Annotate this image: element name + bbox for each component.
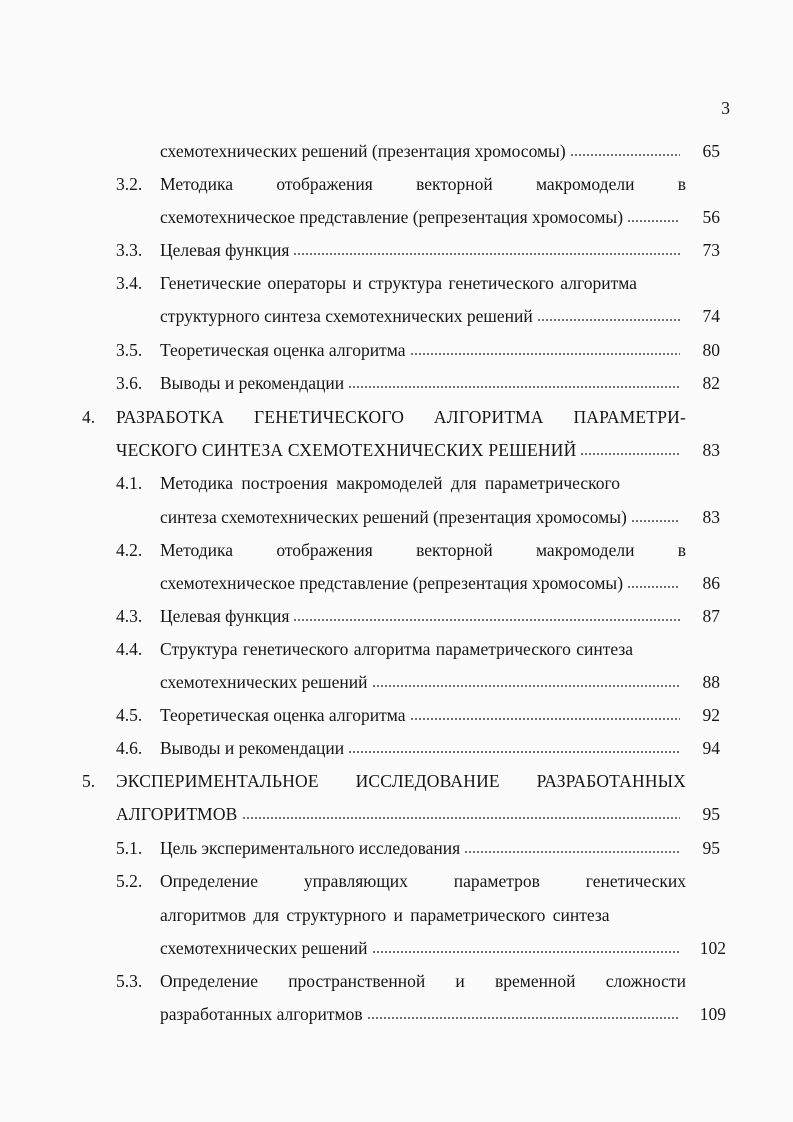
word: РАЗРАБОТАННЫХ: [536, 771, 686, 791]
toc-entry-text: Выводы и рекомендации: [160, 738, 345, 758]
toc-page-number: 88: [702, 672, 720, 692]
toc-entry-4-1-line1[interactable]: [160, 470, 686, 496]
toc-entry-5-2-line2[interactable]: [160, 902, 686, 928]
toc-entry-4-5[interactable]: [160, 702, 686, 728]
toc-entry-3-6[interactable]: [160, 370, 686, 396]
page-number: 3: [721, 98, 730, 118]
toc-entry-4-4-line1[interactable]: [160, 636, 686, 662]
toc-page-number: 73: [702, 240, 720, 260]
toc-page-number: 86: [702, 573, 720, 593]
toc-entry-text: схемотехническое представление (репрезентация хромосомы): [160, 573, 624, 593]
toc-entry-5-2-line3[interactable]: [160, 935, 686, 961]
toc-entry-text: АЛГОРИТМОВ: [116, 804, 238, 824]
word: Методика: [160, 540, 234, 560]
toc-entry-text: схемотехнических решений: [160, 672, 368, 692]
toc-page-number: 56: [702, 207, 720, 227]
toc-entry-text: синтеза схемотехнических решений (презентация хромосомы): [160, 507, 627, 527]
leader-dots: [410, 340, 680, 356]
word: сложности: [605, 971, 686, 991]
leader-dots: [372, 672, 681, 688]
toc-page-number: 83: [702, 440, 720, 460]
toc-entry-4-3[interactable]: [160, 603, 686, 629]
toc-entry-number: 3.3.: [116, 240, 143, 260]
toc-entry-text: схемотехнических решений (презентация хромосомы): [160, 141, 566, 161]
leader-dots: [570, 141, 680, 157]
leader-dots: [348, 738, 680, 754]
leader-dots: [631, 507, 680, 523]
leader-dots: [627, 207, 680, 223]
word: макромодели: [535, 540, 635, 560]
leader-dots: [242, 804, 680, 820]
leader-dots: [464, 838, 680, 854]
toc-entry-text: разработанных алгоритмов: [160, 1004, 363, 1024]
word: векторной: [416, 540, 493, 560]
leader-dots: [580, 440, 680, 456]
toc-entry-3-3[interactable]: [160, 237, 686, 263]
toc-entry-number: 4.6.: [116, 738, 143, 758]
toc-entry-text: ЧЕСКОГО СИНТЕЗА СХЕМОТЕХНИЧЕСКИХ РЕШЕНИЙ: [116, 440, 577, 460]
word: генетических: [585, 871, 686, 891]
leader-dots: [627, 573, 680, 589]
toc-page-number: 95: [702, 804, 720, 824]
toc-chapter-number: 5.: [82, 771, 96, 791]
toc-entry-number: 3.4.: [116, 273, 143, 293]
toc-entry-text: структурного синтеза схемотехнических решений: [160, 306, 533, 326]
toc-entry-5-2-line1[interactable]: [160, 868, 686, 894]
word: и: [455, 971, 465, 991]
toc-entry-number: 4.5.: [116, 705, 143, 725]
word: ГЕНЕТИЧЕСКОГО: [254, 407, 405, 427]
toc-chapter-5-line1[interactable]: [116, 768, 686, 794]
toc-entry-text: схемотехнических решений: [160, 938, 368, 958]
toc-entry-3-1-continuation[interactable]: [160, 138, 686, 164]
word: ИССЛЕДОВАНИЕ: [355, 771, 500, 791]
toc-entry-text: схемотехническое представление (репрезентация хромосомы): [160, 207, 624, 227]
toc-entry-text: Выводы и рекомендации: [160, 373, 345, 393]
toc-entry-text: Теоретическая оценка алгоритма: [160, 705, 406, 725]
toc-page-number: 74: [702, 306, 720, 326]
toc-page-number: 65: [702, 141, 720, 161]
word: макромодели: [535, 174, 635, 194]
word: векторной: [416, 174, 493, 194]
word: Методика: [160, 174, 234, 194]
toc-page-number: 95: [702, 838, 720, 858]
toc-entry-5-3-line1[interactable]: [160, 968, 686, 994]
toc-entry-number: 3.6.: [116, 373, 143, 393]
toc-entry-4-1-line2[interactable]: [160, 504, 686, 530]
toc-entry-text: Генетические операторы и структура генетического алгоритма: [160, 273, 637, 293]
word: Определение: [160, 971, 258, 991]
toc-entry-number: 4.1.: [116, 473, 143, 493]
toc-page-number: 83: [702, 507, 720, 527]
toc-entry-number: 4.2.: [116, 540, 143, 560]
leader-dots: [348, 373, 680, 389]
leader-dots: [537, 306, 680, 322]
toc-page-number: 94: [702, 738, 720, 758]
word: в: [677, 174, 686, 194]
toc-entry-number: 3.5.: [116, 340, 143, 360]
word: АЛГОРИТМА: [433, 407, 544, 427]
word: параметров: [453, 871, 540, 891]
toc-entry-text: Целевая функция: [160, 240, 290, 260]
toc-entry-3-2-line1[interactable]: [160, 171, 686, 197]
word: ПАРАМЕТРИ-: [573, 407, 686, 427]
word: временной: [495, 971, 576, 991]
toc-entry-3-2-line2[interactable]: [160, 204, 686, 230]
toc-entry-3-5[interactable]: [160, 337, 686, 363]
word: РАЗРАБОТКА: [116, 407, 225, 427]
toc-entry-4-4-line2[interactable]: [160, 669, 686, 695]
leader-dots: [293, 606, 680, 622]
toc-entry-number: 5.3.: [116, 971, 143, 991]
toc-entry-4-2-line2[interactable]: [160, 570, 686, 596]
toc-page-number: 92: [702, 705, 720, 725]
toc-entry-text: алгоритмов для структурного и параметрического синтеза: [160, 905, 610, 925]
leader-dots: [410, 705, 680, 721]
word: Определение: [160, 871, 258, 891]
toc-entry-text: Целевая функция: [160, 606, 290, 626]
toc-chapter-4-line1[interactable]: [116, 404, 686, 430]
toc-entry-number: 5.1.: [116, 838, 143, 858]
toc-chapter-number: 4.: [82, 407, 96, 427]
toc-entry-4-2-line1[interactable]: [160, 537, 686, 563]
toc-entry-number: 4.4.: [116, 639, 143, 659]
toc-entry-3-4-line2[interactable]: [160, 303, 686, 329]
toc-entry-5-3-line2[interactable]: [160, 1001, 686, 1027]
toc-chapter-5-line2[interactable]: [116, 801, 686, 827]
word: ЭКСПЕРИМЕНТАЛЬНОЕ: [116, 771, 319, 791]
toc-entry-number: 3.2.: [116, 174, 143, 194]
toc-entry-number: 5.2.: [116, 871, 143, 891]
toc-entry-text: Цель экспериментального исследования: [160, 838, 461, 858]
leader-dots: [293, 240, 680, 256]
toc-entry-text: Теоретическая оценка алгоритма: [160, 340, 406, 360]
toc-page-number: 102: [699, 938, 726, 958]
word: в: [677, 540, 686, 560]
toc-entry-number: 4.3.: [116, 606, 143, 626]
word: отображения: [276, 174, 373, 194]
toc-entry-3-4-line1[interactable]: [160, 270, 686, 296]
toc-page-number: 109: [699, 1004, 726, 1024]
toc-entry-text: Структура генетического алгоритма параметрического синтеза: [160, 639, 634, 659]
word: отображения: [276, 540, 373, 560]
word: пространственной: [288, 971, 426, 991]
toc-page-number: 82: [702, 373, 720, 393]
toc-page-number: 87: [702, 606, 720, 626]
word: управляющих: [303, 871, 408, 891]
toc-page-number: 80: [702, 340, 720, 360]
leader-dots: [372, 938, 681, 954]
toc-entry-5-1[interactable]: [160, 835, 686, 861]
toc-entry-text: Методика построения макромоделей для параметрического: [160, 473, 621, 493]
leader-dots: [367, 1004, 680, 1020]
toc-chapter-4-line2[interactable]: [116, 437, 686, 463]
toc-entry-4-6[interactable]: [160, 735, 686, 761]
